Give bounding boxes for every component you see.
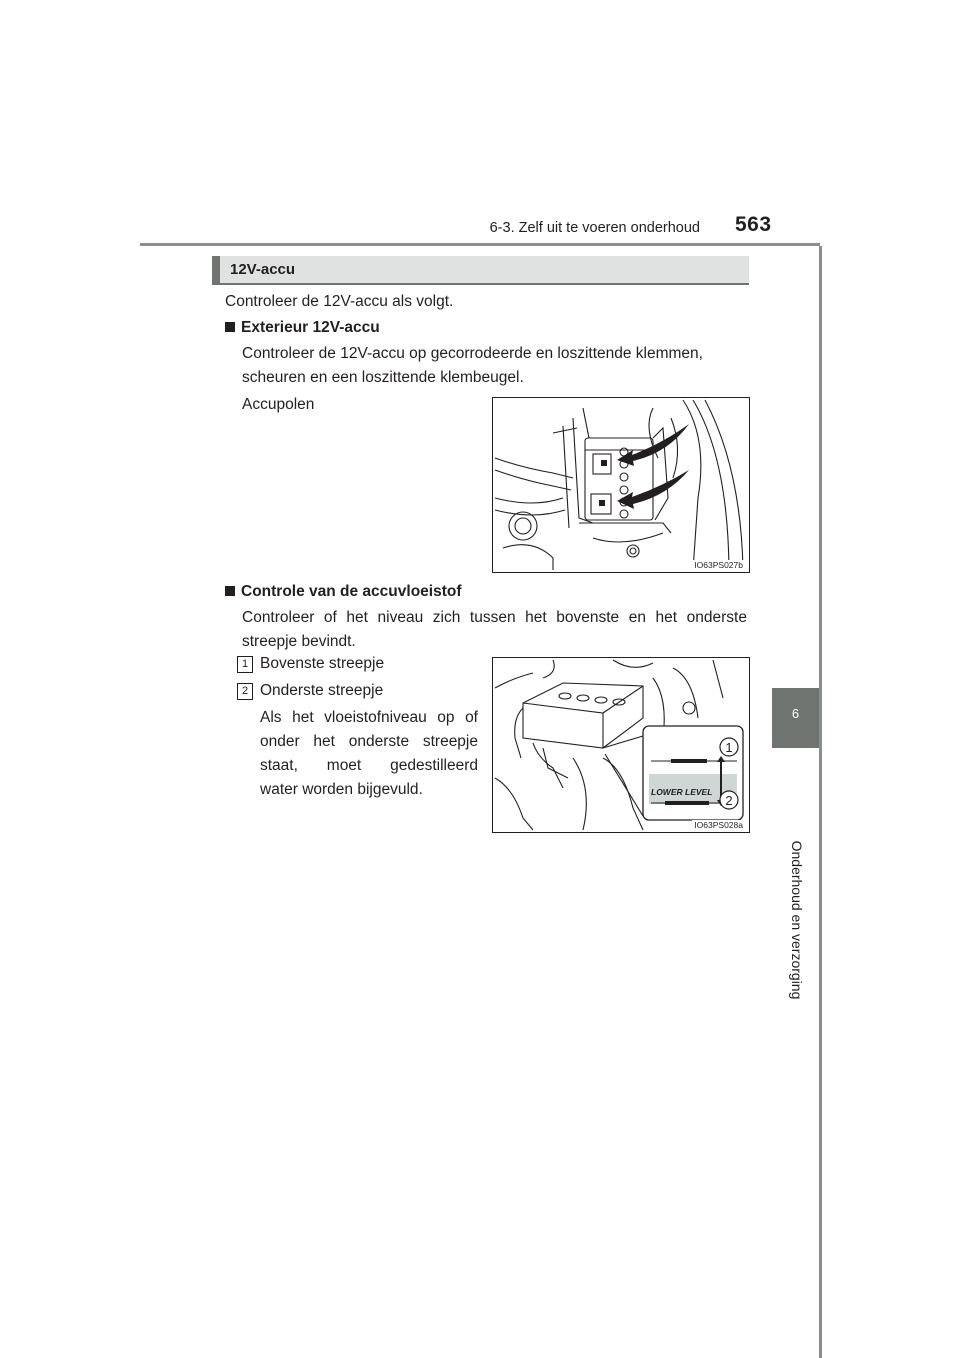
- item-upper-line: Bovenste streepje: [260, 655, 385, 672]
- side-divider: [819, 246, 822, 1358]
- bullet-square-icon: [225, 322, 235, 332]
- callout-circle-1: 1: [725, 740, 733, 755]
- figure1-label: Accupolen: [242, 396, 315, 413]
- battery-terminals-illustration: [493, 398, 749, 572]
- fluid-body-line1: Controleer of het niveau zich tussen het bovenste en het onderste: [242, 609, 747, 626]
- running-header-section: 6-3. Zelf uit te voeren onderhoud: [489, 220, 700, 236]
- callout-circle-2: 2: [725, 793, 733, 808]
- refill-note-line1: Als het vloeistofniveau op of: [260, 709, 478, 726]
- refill-note-line4: water worden bijgevuld.: [260, 781, 423, 798]
- callout-number-1: 1: [237, 656, 253, 673]
- fluid-heading-text: Controle van de accuvloeistof: [241, 583, 462, 600]
- fluid-body-line2: streepje bevindt.: [242, 633, 356, 650]
- fluid-level-figure: [492, 657, 750, 833]
- chapter-title: Onderhoud en verzorging: [789, 840, 805, 1000]
- figure1-code: IO63PS027b: [694, 560, 743, 570]
- exterior-heading-text: Exterieur 12V-accu: [241, 319, 380, 336]
- exterior-heading: [225, 316, 380, 340]
- section-intro: Controleer de 12V-accu als volgt.: [225, 293, 454, 310]
- section-underline: [212, 283, 749, 285]
- page-number: 563: [735, 213, 772, 236]
- chapter-number: 6: [791, 706, 800, 721]
- lower-level-label: LOWER LEVEL: [651, 787, 713, 797]
- header-divider: [140, 243, 820, 246]
- battery-terminals-figure: [492, 397, 750, 573]
- section-title: 12V-accu: [230, 261, 296, 278]
- bullet-square-icon: [225, 586, 235, 596]
- exterior-body-line1: Controleer de 12V-accu op gecorrodeerde en loszittende klemmen,: [242, 345, 703, 362]
- exterior-body-line2: scheuren en een loszittende klembeugel.: [242, 369, 524, 386]
- fluid-heading: [225, 580, 462, 604]
- section-title-bar: [212, 256, 749, 284]
- figure2-code: IO63PS028a: [694, 820, 743, 830]
- callout-number-2: 2: [237, 683, 253, 700]
- refill-note: [260, 706, 478, 802]
- refill-note-line2: onder het onderste streepje: [260, 733, 478, 750]
- item-lower-line: Onderste streepje: [260, 682, 384, 699]
- fluid-level-illustration: [493, 658, 749, 832]
- chapter-tab: [772, 688, 819, 748]
- exterior-body: [242, 342, 752, 390]
- fluid-body: [242, 606, 747, 654]
- refill-note-line3: staat, moet gedestilleerd: [260, 757, 478, 774]
